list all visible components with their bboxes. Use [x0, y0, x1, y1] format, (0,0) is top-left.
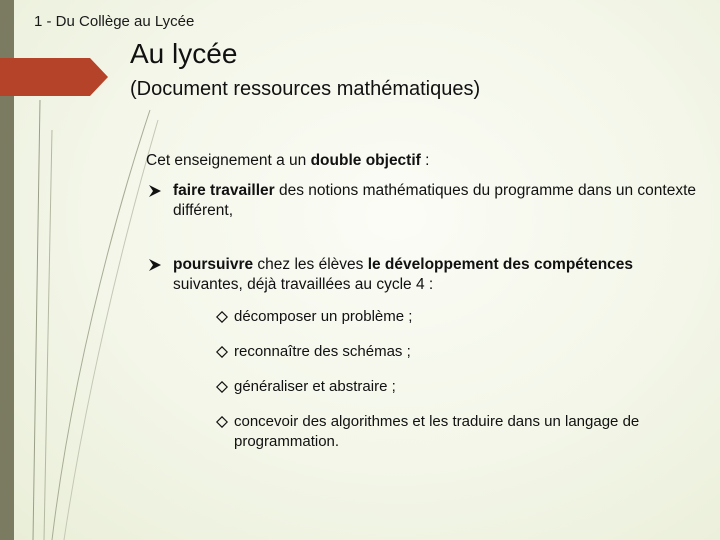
- diamond-bullet-icon: [216, 381, 228, 393]
- list-item: [216, 307, 696, 327]
- bullet-1-text: des notions mathématiques du programme dans un contexte différent,: [173, 182, 697, 219]
- arrow-bullet-icon: [148, 258, 162, 272]
- bullet-item-2: [146, 255, 706, 295]
- page-subtitle: (Document ressources mathématiques): [130, 78, 481, 100]
- intro-paragraph: [146, 151, 706, 171]
- page-title: Au lycée: [130, 38, 238, 69]
- list-item-text: décomposer un problème ;: [234, 308, 413, 325]
- list-item-text: généraliser et abstraire ;: [234, 378, 396, 395]
- list-item: [216, 377, 696, 397]
- title-banner-shape: [0, 58, 108, 96]
- diamond-bullet-icon: [216, 311, 228, 323]
- list-item: [216, 342, 696, 362]
- bullet-2-text-1: chez les élèves: [253, 256, 368, 273]
- arrow-bullet-icon: [148, 184, 162, 198]
- diamond-bullet-icon: [216, 346, 228, 358]
- intro-text-start: Cet enseignement a un: [146, 152, 311, 169]
- bullet-item-1: [146, 181, 706, 221]
- bullet-2-text-2: suivantes, déjà travaillées au cycle 4 :: [173, 276, 434, 293]
- intro-bold: double objectif: [310, 152, 421, 169]
- bullet-1-bold: faire travailler: [173, 182, 275, 199]
- list-item-text: reconnaître des schémas ;: [234, 343, 411, 360]
- competences-list: [216, 307, 696, 452]
- section-label: 1 - Du Collège au Lycée: [34, 13, 195, 30]
- diamond-bullet-icon: [216, 416, 228, 428]
- intro-text-end: :: [420, 152, 430, 169]
- bullet-2-bold-2: le développement des compétences: [367, 256, 634, 273]
- list-item-text: concevoir des algorithmes et les traduire dans un langage de programmation.: [234, 413, 640, 450]
- slide-content: [146, 151, 706, 467]
- bullet-2-bold-1: poursuivre: [173, 256, 254, 273]
- list-item: [216, 412, 696, 452]
